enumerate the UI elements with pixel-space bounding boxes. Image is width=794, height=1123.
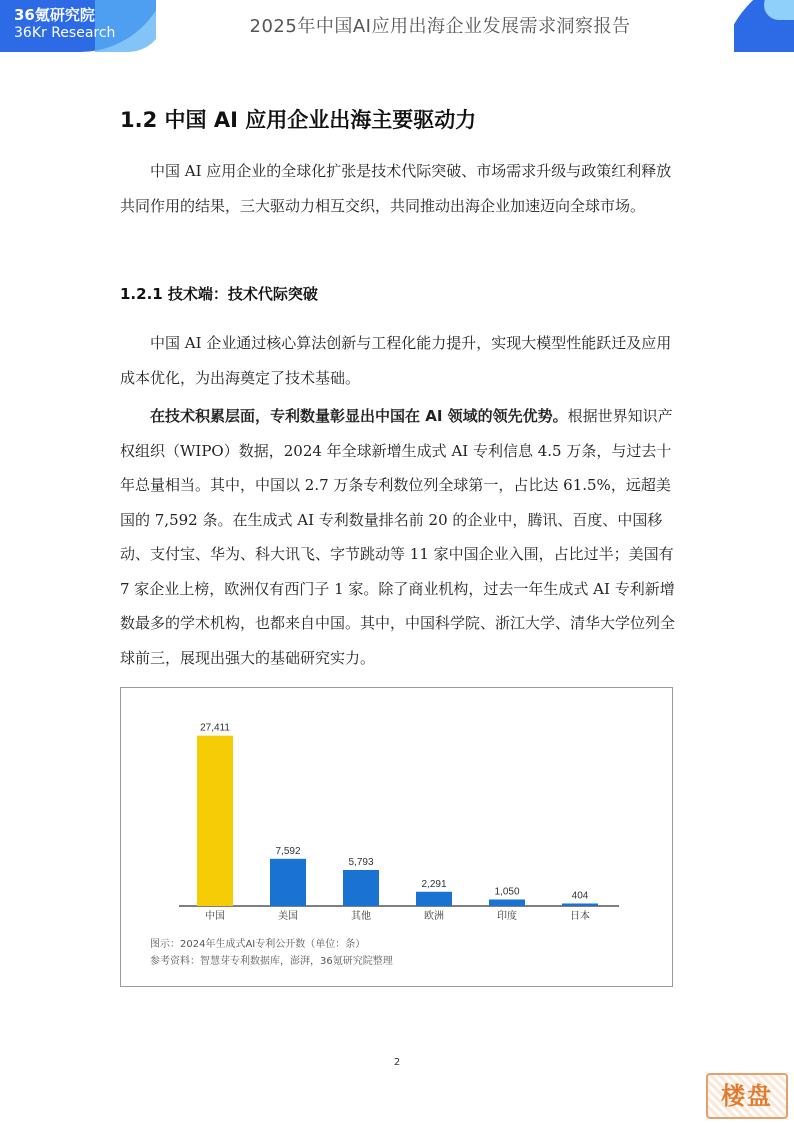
category-label-4: 印度: [497, 911, 517, 922]
figure-source: 参考资料：智慧芽专利数据库，澎湃，36氪研究院整理: [150, 956, 393, 967]
logo-background: [0, 0, 156, 52]
figure-caption-block: [150, 936, 393, 970]
bar-4: [489, 899, 525, 906]
bar-value-label-4: 1,050: [494, 886, 520, 898]
page-header: [0, 0, 794, 52]
bar-value-label-0: 27,411: [200, 722, 230, 734]
logo-cn: 36氪研究院: [14, 6, 95, 24]
watermark-stamp: 楼盘: [706, 1073, 788, 1119]
bar-value-label-2: 5,793: [348, 857, 374, 869]
bar-1: [270, 859, 306, 906]
category-label-0: 中国: [205, 911, 225, 922]
figure-caption: 图示：2024年生成式AI专利公开数（单位：条）: [150, 939, 366, 950]
subsection-para-1: 中国 AI 企业通过核心算法创新与工程化能力提升，实现大模型性能跃迁及应用成本优化，为出海奠定了技术基础。: [120, 334, 672, 387]
subsection-heading: 1.2.1 技术端：技术代际突破: [120, 285, 318, 303]
section-intro: 中国 AI 应用企业的全球化扩张是技术代际突破、市场需求升级与政策红利释放共同作用的结果，三大驱动力相互交织，共同推动出海企业加速迈向全球市场。: [120, 162, 672, 215]
category-label-2: 其他: [351, 911, 371, 922]
page-number: 2: [393, 1057, 401, 1068]
report-title: 2025年中国AI应用出海企业发展需求洞察报告: [249, 16, 631, 37]
bar-value-label-5: 404: [571, 890, 589, 902]
bar-0: [197, 736, 233, 906]
section-heading: 1.2 中国 AI 应用企业出海主要驱动力: [120, 108, 477, 132]
category-label-5: 日本: [570, 911, 590, 922]
bar-value-label-1: 7,592: [275, 845, 301, 857]
bar-3: [416, 892, 452, 906]
bar-5: [562, 903, 598, 906]
para-2-rest: 根据世界知识产权组织（WIPO）数据，2024 年全球新增生成式 AI 专利信息 4.5 万条，与过去十年总量相当。其中，中国以 2.7 万条专利数位列全球第一，占比达 61.5%，远超美国的 7,592 条。在生成式 AI 专利数量排名前 20 的企业中，腾讯、百度、中国移动、支付宝、华为、科大讯飞、字节跳动等 11 家中国企业入围，占比过半；美国有 7 家企业上榜，欧洲仅有西门子 1 家。除了商业机构，过去一年生成式 AI 专利新增数最多的学术机构，也都来自中国。其中，中国科学院、浙江大学、清华大学位列全球前三，展现出强大的基础研究实力。: [120, 407, 676, 667]
subsection-para-2: [120, 399, 675, 675]
logo: [14, 6, 115, 42]
category-label-3: 欧洲: [424, 911, 444, 922]
para-2-bold: 在技术积累层面，专利数量彰显出中国在 AI 领域的领先优势。: [150, 407, 568, 425]
logo-en: 36Kr Research: [14, 25, 116, 41]
patent-bar-chart: [121, 688, 672, 928]
header-corner-decoration: [734, 0, 794, 52]
category-label-1: 美国: [278, 911, 298, 922]
bar-value-label-3: 2,291: [421, 878, 447, 890]
bar-2: [343, 870, 379, 906]
